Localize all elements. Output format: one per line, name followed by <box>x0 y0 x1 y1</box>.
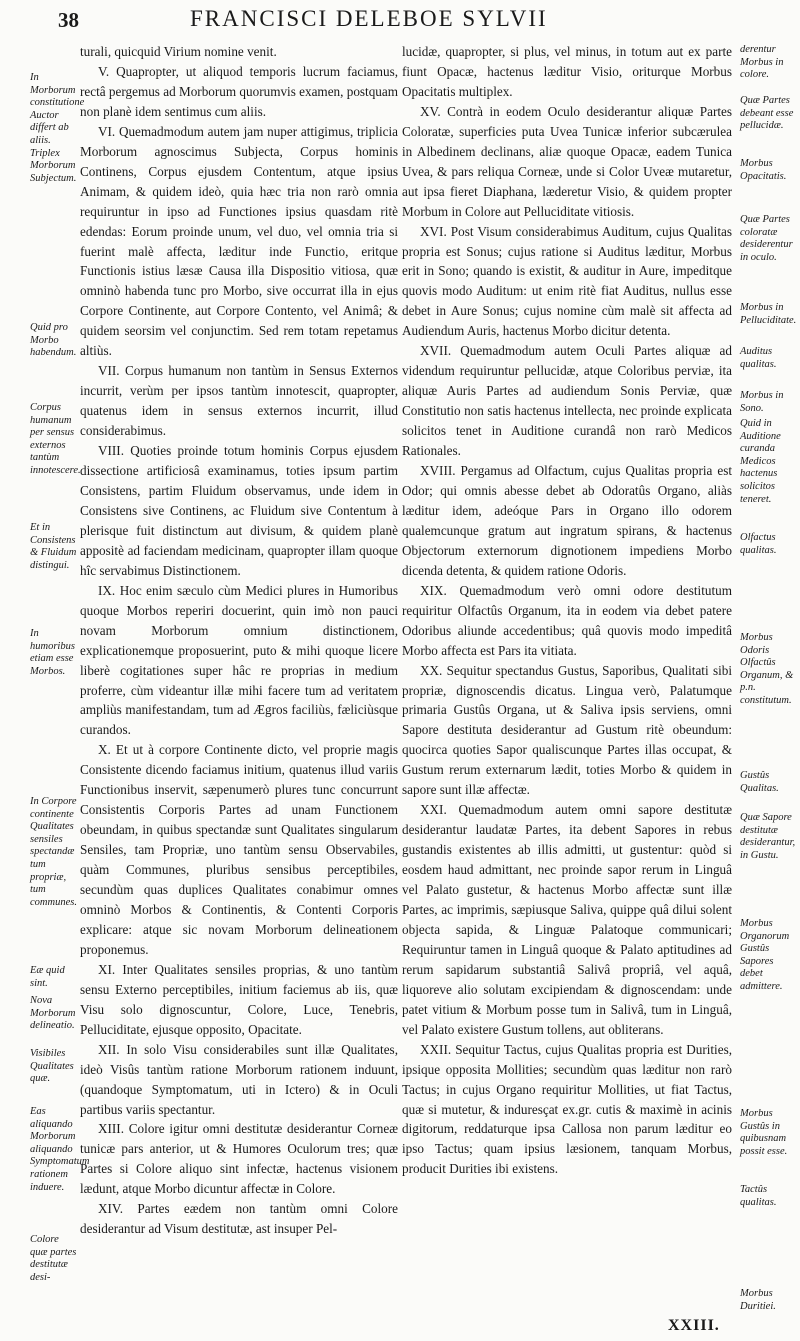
margin-note: Morbus in Sono. <box>740 390 784 414</box>
margin-note: Tactûs qualitas. <box>740 1184 777 1208</box>
margin-note: Quid in Auditione curanda Medicos hactenus solicitos teneret. <box>740 418 781 505</box>
paragraph: XII. In solo Visu considerabiles sunt illæ Qualitates, ideò Visûs tantùm ratione Morborum rationem induunt, (quandoque Symptomatum, uti in Ictero) & in Oculi partibus variis spectantur. <box>80 1041 398 1117</box>
margin-note: Et in Consistens & Fluidum distingui. <box>30 522 77 571</box>
margin-note: Visibiles Qualitates quæ. <box>30 1048 74 1085</box>
paragraph: XI. Inter Qualitates sensiles proprias, & uno tantùm sensu Externo perceptibiles, initium faciemus ab iis, quæ Visu solo dignoscuntur, Colore, Luce, Tenebris, Pelluciditate, ejusque opposito, Opacitate. <box>80 961 398 1037</box>
margin-note: derentur Morbus in colore. <box>740 44 784 81</box>
margin-note: Olfactus qualitas. <box>740 532 777 556</box>
margin-note: Auditus qualitas. <box>740 346 777 370</box>
right-text-column <box>402 42 732 1314</box>
paragraph: XXI. Quemadmodum autem omni sapore destitutæ desiderantur laudatæ Partes, ita debent Sapores in rebus gustandis existentes ab illis admitti, ut gustentur: quòd si eosdem haud admittant, nec proinde sapor rerum in Linguâ vel Palato gustetur, & hactenus Morbo affectæ sunt illæ Partes, ac imprimis, sæpiusque Saliva, quippe quâ dilui solent objecta sapida, & Linguæ Palatoque communicari; Requiruntur tamen in Linguâ quoque & Palato aptitudines ad rerum sapidarum substantiâ Salivâ propriâ, vel aquâ, liquoreve alio solutam excipiendam & dignoscendam: unde patet vitium & Morbum posse tum in Salivâ, tum in Linguâ, vel Palato existere Gustum tollens, aut obliterans. <box>402 802 732 1037</box>
paragraph: lucidæ, quapropter, si plus, vel minus, in totum aut ex parte fiunt Opacæ, hactenus læditur Visio, oriturque Morbus Opacitatis multiplex. <box>402 44 732 99</box>
margin-note: Corpus humanum per sensus externos tantùm innotescere. <box>30 402 81 476</box>
paragraph: turali, quicquid Virium nomine venit. <box>80 44 277 59</box>
margin-note: Nova Morborum delineatio. <box>30 995 76 1032</box>
paragraph: V. Quapropter, ut aliquod temporis lucrum faciamus, rectâ pergemus ad Morborum quorumvis examen, postquam non planè idem sentimus cum aliis. <box>80 63 399 119</box>
margin-note: Morbus Organorum Gustûs Sapores debet admittere. <box>740 918 790 992</box>
margin-note: Gustûs Qualitas. <box>740 770 779 794</box>
paragraph: IX. Hoc enim sæculo cùm Medici plures in Humoribus quoque Morbos reperiri docuerint, quin imò non pauci novam Morborum omnium distinctionem, explicationemque proposuerint, puto & mihi quoque licere liberè cogitationes super hâc re proprias in medium proferre, cùm videantur illæ mihi facere tum ad veritatem ampliùs manifestandam, tum ad Ægros faciliùs, fæliciùsque curandos. <box>80 582 398 738</box>
paragraph: XXII. Sequitur Tactus, cujus Qualitas propria est Durities, ipsique opposita Mollities; secundùm quas læditur non rarò Tactus; in cujus Organo requiritur Mollities, ut fiat Tactus, quæ si mutetur, & induresçat ex.gr. cutis & maximè in acinis digitorum, reddaturque ipsa Callosa non parum læditur eo ipso Tactus; quam ipsius læsionem, tanquam Morbus, producit Durities ibi existens. <box>402 1041 732 1177</box>
paragraph: XV. Contrà in eodem Oculo desiderantur aliquæ Partes Coloratæ, superficies puta Uvea Tunicæ inferior subcærulea in Albedinem declinans, aliæ quoque Opacæ, eadem Tunica Uvea, & pars reliqua Corneæ, unde si Color Uveæ mutaretur, aut ipsa fieret Diaphana, læderetur Visio, & quidem propter Morbum in Colore aut Pelluciditate vitiosis. <box>402 103 732 219</box>
margin-note: Colore quæ partes destitutæ desi- <box>30 1234 77 1283</box>
margin-note: Quæ Sapore destitutæ desiderantur, in Gustu. <box>740 812 796 861</box>
margin-note: Morbus Opacitatis. <box>740 158 787 182</box>
paragraph: XIX. Quemadmodum verò omni odore destitutum requiritur Olfactûs Organum, ita in eodem via debet patere Odoribus aliunde accedentibus; quâ quovis modo impeditâ Morbo affecta est Pars ita vitiata. <box>402 582 732 658</box>
paragraph: XIV. Partes eædem non tantùm omni Colore desiderantur ad Visum destitutæ, ast insuper Pel- <box>80 1201 398 1237</box>
paragraph: VII. Corpus humanum non tantùm in Sensus Externos incurrit, verùm per ipsos tantùm innotescit, quapropter, quatenus idem in sensus externos incurrit, illud considerabimus. <box>80 363 398 439</box>
paragraph: VI. Quemadmodum autem jam nuper attigimus, triplicia Morborum agnoscimus Subjecta, Corpus hominis Continens, Corpus ejusdem Contentum, atque ipsius Animam, & quidem ideò, quia hæc tria non rarò omnia requiruntur in ipso ad Functiones ipsius quasdam ritè edendas: Eorum proinde unum, vel duo, vel omnia tria si fuerint malè affecta, læditur inde Functio, eritque Functionis istius læsæ Causa illa Dispositio vitiosa, quæ omninò habenda tunc pro Morbo, sive occurrat illa in ejus Corpore Continente, aut Corpore Contento, vel Animâ; & quidem seorsim vel conjunctim. Sed rem totam repetamus altiùs. <box>80 123 398 359</box>
margin-note: In Morborum constitutione Auctor differt ab aliis. Triplex Morborum Subjectum. <box>30 72 85 184</box>
paragraph: XVIII. Pergamus ad Olfactum, cujus Qualitas propria est Odor; qui omnis abesse debet ab Odoratûs Organo, aliàs læditur idem, adeóque Pars in Organo illo odorem qualemcunque gratum aut ingratum spirans, & hactenus Objectorum externorum dignotionem impediens Morbo dicenda detenta, & quidem ratione Odoris. <box>402 463 732 578</box>
paragraph: XVII. Quemadmodum autem Oculi Partes aliquæ ad videndum requiruntur pellucidæ, atque Coloribus perviæ, ita aliquæ Auris Partes ad audiendum Sonis Perviæ, quæ Constitutio non satis hactenus intellecta, nec proinde explicata solicitos tenet in Auditione curandâ non rarò Medicos Rationales. <box>402 343 732 459</box>
margin-note: Eas aliquando Morborum aliquando Symptomatum rationem induere. <box>30 1106 90 1193</box>
margin-note: Morbus Gustûs in quibusnam possit esse. <box>740 1108 788 1157</box>
margin-note: Morbus Odoris Olfactûs Organum, & p.n. constitutum. <box>740 632 794 706</box>
paragraph: VIII. Quoties proinde totum hominis Corpus ejusdem dissectione artificiosâ examinamus, toties ipsum partim Consistens, partim Fluidum observamus, unde idem in Consistens sive Continens, ac Fluidum sive Contentum à plerisque fuit distinctum aut divisum, & quidem planè appositè ad faciendam medicinam, quapropter illam quoque hîc servabimus Distinctionem. <box>80 443 398 578</box>
paragraph: XX. Sequitur spectandus Gustus, Saporibus, Qualitati sibi propriæ, dignoscendis dicatus. Lingua verò, Palatumque primaria Gustûs Organa, ut & Saliva ipsis serviens, omni Sapore destituta desiderantur ad Gustum ritè obeundum: quocirca quoties Sapor qualiscunque Partes illas occupat, & Gustum rerum externarum lædit, toties Morbo & quidem in sapore sunt illæ affectæ. <box>402 662 732 798</box>
margin-note: Quid pro Morbo habendum. <box>30 322 77 359</box>
paragraph: X. Et ut à corpore Continente dicto, vel proprie magis Consistente dicendo faciamus initium, quatenus illud variis Functionibus inservit, sæpenumerò plures tunc concurrunt Consistentis Corporis Partes ad unam Functionem obeundam, in quibus spectandæ sunt Qualitates singularum Sensiles, tam Propriæ, uno tantùm sensu Observabiles, quàm Communes, pluribus sensibus perceptibiles, secundùm quas duplices Qualitates conabimur omnes omninò Morbos & Continentis, & Contenti Corporis explicare: atque sic novam Morborum delineationem proponemus. <box>80 742 398 957</box>
margin-note: Quæ Partes coloratæ desiderentur in oculo. <box>740 214 793 263</box>
margin-note: Morbus Duritiei. <box>740 1288 776 1312</box>
margin-note: In humoribus etiam esse Morbos. <box>30 628 75 677</box>
catchword: XXIII. <box>668 1317 720 1334</box>
paragraph: XVI. Post Visum considerabimus Auditum, cujus Qualitas propria est Sonus; cujus ratione si Auditus læditur, Morbus erit in Sono; quando is existit, & auditur in Aure, impeditque quovis modo Auditum: ut enim ritè fiat Auditus, nullus esse debet in Aure Sonus; cujus nomine cùm malè sit affecta ad Audiendum Auris, hactenus Morbo dicitur detenta. <box>402 223 732 339</box>
margin-note: Quæ Partes debeant esse pellucidæ. <box>740 95 794 132</box>
margin-note: Morbus in Pelluciditate. <box>740 302 797 326</box>
page-header <box>58 6 738 36</box>
running-head: FRANCISCI DELEBOE SYLVII <box>190 6 548 31</box>
paragraph: XIII. Colore igitur omni destitutæ desiderantur Corneæ tunicæ pars anterior, ut & Humores Oculorum tres; quæ Partes si Colore aliquo sint infectæ, hactenus visionem lædunt, atque Morbo dicuntur affectæ in Colore. <box>80 1121 398 1197</box>
left-text-column <box>80 42 398 1322</box>
page-number: 38 <box>58 8 79 32</box>
margin-note: In Corpore continente Qualitates sensiles spectandæ tum propriæ, tum communes. <box>30 796 77 908</box>
margin-note: Eæ quid sint. <box>30 965 65 989</box>
